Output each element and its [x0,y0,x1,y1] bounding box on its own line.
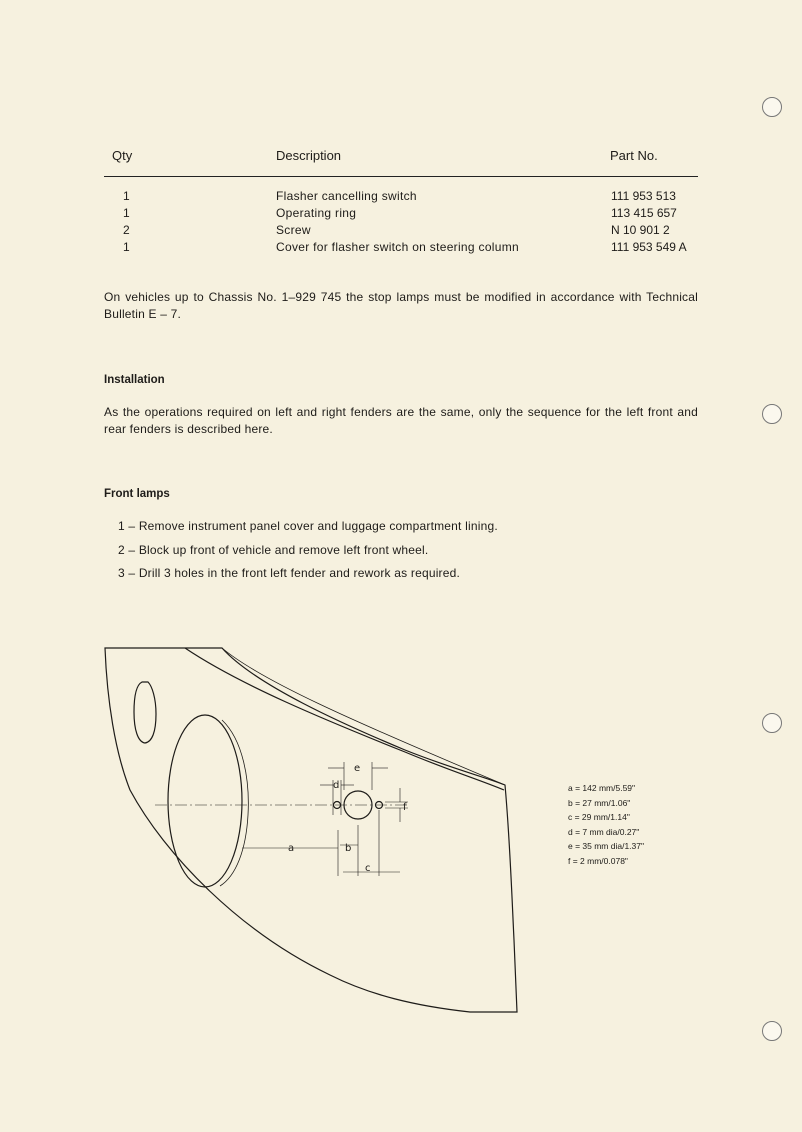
label-c: c [365,863,371,874]
label-a: a [288,843,295,854]
binder-hole [762,97,782,117]
table-row [104,240,698,257]
legend-row: e = 35 mm dia/1.37" [568,841,645,851]
legend-row: c = 29 mm/1.14" [568,812,630,822]
headlamp-opening [168,715,242,887]
header-qty: Qty [112,148,133,163]
qty-cell: 2 [123,223,130,237]
part-no-cell: N 10 901 2 [611,223,670,237]
header-rule [104,176,698,177]
installation-text: As the operations required on left and right fenders are the same, only the sequence for the left front and rear fenders is described here. [104,405,698,436]
description-cell: Operating ring [276,206,357,220]
legend-row: a = 142 mm/5.59" [568,783,636,793]
opening-rim [220,720,248,886]
step-item: 2 – Block up front of vehicle and remove left front wheel. [118,543,429,557]
header-part-no: Part No. [610,148,658,163]
part-no-cell: 113 415 657 [611,206,677,220]
part-no-cell: 111 953 549 A [611,240,687,254]
qty-cell: 1 [123,189,130,203]
dimension-legend [568,781,644,868]
fender-outline [105,648,517,1012]
table-row [104,223,698,240]
fender-drawing [100,640,530,1020]
step-item: 1 – Remove instrument panel cover and luggage compartment lining. [118,519,498,533]
table-row [104,206,698,223]
description-cell: Screw [276,223,311,237]
binder-hole [762,1021,782,1041]
label-b: b [345,843,352,854]
label-d: d [333,780,340,791]
legend-row: f = 2 mm/0.078" [568,855,628,866]
qty-cell: 1 [123,206,130,220]
legend-row: b = 27 mm/1.06" [568,797,631,808]
installation-heading: Installation [104,374,165,386]
fender-top-edge [222,648,505,785]
front-lamps-heading: Front lamps [104,488,170,500]
binder-hole [762,404,782,424]
binder-hole [762,713,782,733]
label-f: f [403,802,407,813]
part-no-cell: 111 953 513 [611,189,676,203]
description-cell: Cover for flasher switch on steering column [276,240,519,254]
description-cell: Flasher cancelling switch [276,189,417,203]
table-row [104,189,698,206]
step-item: 3 – Drill 3 holes in the front left fender and rework as required. [118,566,461,580]
qty-cell: 1 [123,240,130,254]
chassis-note: On vehicles up to Chassis No. 1–929 745 the stop lamps must be modified in accordance with Technical Bulletin E – 7. [104,290,698,321]
header-description: Description [276,148,342,163]
label-e: e [354,763,361,774]
legend-row: d = 7 mm dia/0.27" [568,826,640,837]
oval-slot [134,682,156,743]
